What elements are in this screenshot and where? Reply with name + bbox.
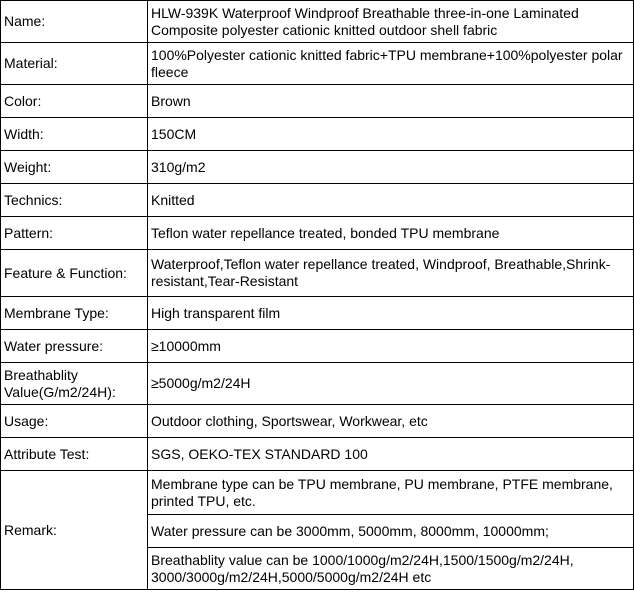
weight-value: 310g/m2 — [148, 151, 634, 184]
row-weight — [1, 151, 634, 184]
row-membrane-type — [1, 297, 634, 330]
breathability-value: ≥5000g/m2/24H — [148, 363, 634, 405]
material-label: Material: — [1, 43, 148, 85]
row-attribute-test — [1, 438, 634, 471]
remark-item: Breathablity value can be 1000/1000g/m2/24H,1500/1500g/m2/24H, 3000/3000g/m2/24H,5000/5000g/m2/24H etc — [148, 548, 634, 590]
row-remark-1 — [1, 471, 634, 515]
feature-value: Waterproof,Teflon water repellance treated, Windproof, Breathable,Shrink-resistant,Tear-Resistant — [148, 250, 634, 297]
row-feature — [1, 250, 634, 297]
row-usage — [1, 405, 634, 438]
attribute-test-label: Attribute Test: — [1, 438, 148, 471]
name-value: HLW-939K Waterproof Windproof Breathable three-in-one Laminated Composite polyester cationic knitted outdoor shell fabric — [148, 1, 634, 43]
row-breathability — [1, 363, 634, 405]
row-pattern — [1, 217, 634, 250]
usage-value: Outdoor clothing, Sportswear, Workwear, etc — [148, 405, 634, 438]
color-label: Color: — [1, 85, 148, 118]
membrane-type-value: High transparent film — [148, 297, 634, 330]
breathability-label: Breathablity Value(G/m2/24H): — [1, 363, 148, 405]
water-pressure-label: Water pressure: — [1, 330, 148, 363]
width-value: 150CM — [148, 118, 634, 151]
row-technics — [1, 184, 634, 217]
membrane-type-label: Membrane Type: — [1, 297, 148, 330]
row-color — [1, 85, 634, 118]
width-label: Width: — [1, 118, 148, 151]
remark-item: Membrane type can be TPU membrane, PU membrane, PTFE membrane, printed TPU, etc. — [148, 471, 634, 515]
pattern-label: Pattern: — [1, 217, 148, 250]
row-name — [1, 1, 634, 43]
feature-label: Feature & Function: — [1, 250, 148, 297]
remark-item: Water pressure can be 3000mm, 5000mm, 8000mm, 10000mm; — [148, 515, 634, 548]
weight-label: Weight: — [1, 151, 148, 184]
material-value: 100%Polyester cationic knitted fabric+TPU membrane+100%polyester polar fleece — [148, 43, 634, 85]
attribute-test-value: SGS, OEKO-TEX STANDARD 100 — [148, 438, 634, 471]
color-value: Brown — [148, 85, 634, 118]
usage-label: Usage: — [1, 405, 148, 438]
row-water-pressure — [1, 330, 634, 363]
name-label: Name: — [1, 1, 148, 43]
technics-value: Knitted — [148, 184, 634, 217]
pattern-value: Teflon water repellance treated, bonded TPU membrane — [148, 217, 634, 250]
row-width — [1, 118, 634, 151]
row-material — [1, 43, 634, 85]
water-pressure-value: ≥10000mm — [148, 330, 634, 363]
technics-label: Technics: — [1, 184, 148, 217]
remark-label: Remark: — [1, 471, 148, 590]
